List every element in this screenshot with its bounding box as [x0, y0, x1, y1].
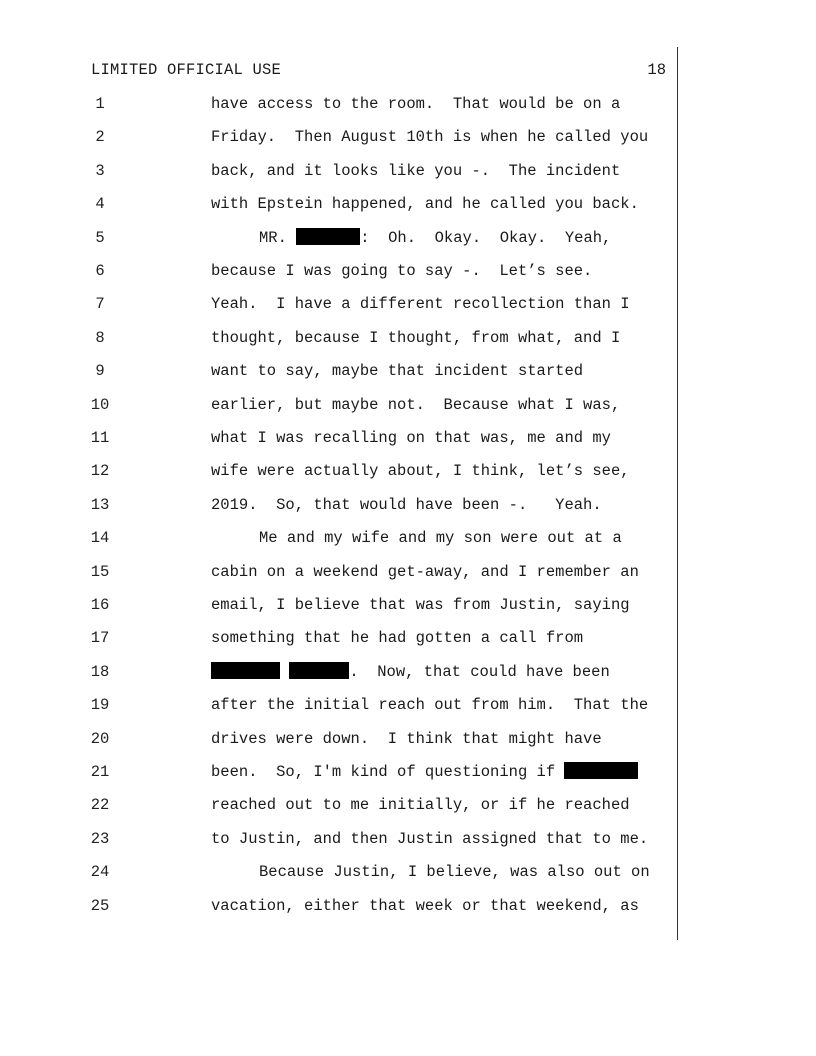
redaction-box: [564, 762, 638, 779]
transcript-line: [0, 125, 680, 149]
classification-header: LIMITED OFFICIAL USE: [91, 61, 282, 79]
text-segment: want to say, maybe that incident started: [211, 362, 584, 381]
line-number: 22: [90, 796, 110, 815]
transcript-line: [0, 593, 680, 617]
text-segment: 2019. So, that would have been -. Yeah.: [211, 495, 602, 514]
line-number: 8: [95, 328, 105, 347]
line-number: 13: [90, 495, 110, 514]
text-segment: vacation, either that week or that weekend, as: [211, 896, 639, 915]
line-text: [211, 793, 630, 817]
text-segment: back, and it looks like you -. The incident: [211, 161, 621, 180]
line-text: [211, 593, 630, 617]
text-segment: what I was recalling on that was, me and my: [211, 429, 611, 447]
text-segment: [280, 663, 289, 681]
line-text: [211, 359, 583, 383]
line-text: [211, 693, 648, 717]
line-number: 24: [90, 863, 110, 882]
line-number: 10: [90, 395, 110, 414]
text-segment: cabin on a weekend get-away, and I remember an: [211, 562, 639, 581]
transcript-line: [0, 860, 680, 884]
line-number: 12: [90, 462, 110, 481]
line-text: [211, 459, 630, 483]
line-text: [211, 159, 620, 183]
text-segment: thought, because I thought, from what, and I: [211, 328, 621, 347]
line-number: 19: [90, 696, 110, 715]
transcript-line: [0, 827, 680, 851]
transcript-line: [0, 894, 680, 918]
line-text: [259, 860, 650, 884]
line-text: [211, 192, 639, 216]
redaction-box: [289, 662, 349, 679]
transcript-line: [0, 259, 680, 283]
line-number: 23: [90, 829, 110, 848]
line-number: 9: [95, 362, 105, 381]
transcript-line: [0, 426, 680, 450]
line-text: [211, 626, 583, 650]
transcript-line: [0, 92, 680, 116]
line-number: 6: [95, 262, 105, 280]
transcript-line: [0, 727, 680, 751]
line-text: [211, 727, 602, 751]
line-text: [211, 760, 638, 784]
line-text: [211, 125, 648, 149]
line-number: 1: [95, 95, 105, 113]
line-number: 14: [90, 529, 110, 548]
line-text: [211, 92, 620, 116]
line-text: [259, 226, 611, 250]
text-segment: wife were actually about, I think, let’s see,: [211, 462, 630, 481]
transcript-line: [0, 159, 680, 183]
transcript-line: [0, 359, 680, 383]
text-segment: Yeah. I have a different recollection than I: [211, 295, 630, 314]
line-text: [211, 259, 592, 283]
text-segment: drives were down. I think that might have: [211, 729, 602, 748]
line-text: [211, 493, 602, 517]
text-segment: reached out to me initially, or if he reached: [211, 796, 630, 815]
text-segment: been. So, I'm kind of questioning if: [211, 763, 565, 781]
text-segment: to Justin, and then Justin assigned that to me.: [211, 829, 649, 848]
line-number: 16: [90, 596, 110, 614]
line-text: [211, 326, 620, 350]
line-number: 25: [90, 896, 110, 915]
transcript-line: [0, 493, 680, 517]
text-segment: because I was going to say -. Let’s see.: [211, 262, 593, 280]
transcript-line: [0, 793, 680, 817]
line-text: [259, 526, 622, 550]
line-number: 7: [95, 295, 105, 314]
line-number: 21: [90, 763, 110, 781]
line-text: [211, 827, 648, 851]
transcript-line: [0, 626, 680, 650]
transcript-line: [0, 693, 680, 717]
line-text: [211, 393, 620, 417]
line-number: 17: [90, 629, 110, 648]
line-number: 20: [90, 729, 110, 748]
text-segment: Me and my wife and my son were out at a: [259, 529, 622, 548]
text-segment: Friday. Then August 10th is when he called you: [211, 128, 649, 147]
text-segment: earlier, but maybe not. Because what I was,: [211, 395, 621, 414]
transcript-line: [0, 226, 680, 250]
line-text: [211, 560, 639, 584]
transcript-line: [0, 192, 680, 216]
text-segment: after the initial reach out from him. That the: [211, 696, 649, 715]
text-segment: : Oh. Okay. Okay. Yeah,: [360, 228, 612, 247]
text-segment: MR.: [259, 228, 297, 247]
transcript-line: [0, 560, 680, 584]
text-segment: with Epstein happened, and he called you back.: [211, 195, 639, 214]
transcript-line: [0, 393, 680, 417]
text-segment: . Now, that could have been: [349, 662, 610, 681]
text-segment: something that he had gotten a call from: [211, 629, 584, 648]
page-number: 18: [647, 61, 666, 79]
text-segment: Because Justin, I believe, was also out on: [259, 863, 650, 882]
transcript-line: [0, 292, 680, 316]
redaction-box: [211, 662, 280, 679]
line-text: [211, 292, 630, 316]
transcript-line: [0, 526, 680, 550]
line-text: [211, 894, 639, 918]
text-segment: email, I believe that was from Justin, saying: [211, 596, 630, 614]
transcript-line: [0, 660, 680, 684]
line-number: 18: [90, 662, 110, 681]
line-number: 11: [90, 429, 110, 447]
line-number: 15: [90, 562, 110, 581]
line-number: 3: [95, 161, 105, 180]
redaction-box: [296, 228, 360, 245]
transcript-line: [0, 760, 680, 784]
transcript-line: [0, 459, 680, 483]
line-text: [211, 660, 610, 684]
transcript-line: [0, 326, 680, 350]
line-number: 2: [95, 128, 105, 147]
line-number: 5: [95, 228, 105, 247]
text-segment: have access to the room. That would be on a: [211, 95, 621, 113]
line-number: 4: [95, 195, 105, 214]
line-text: [211, 426, 611, 450]
